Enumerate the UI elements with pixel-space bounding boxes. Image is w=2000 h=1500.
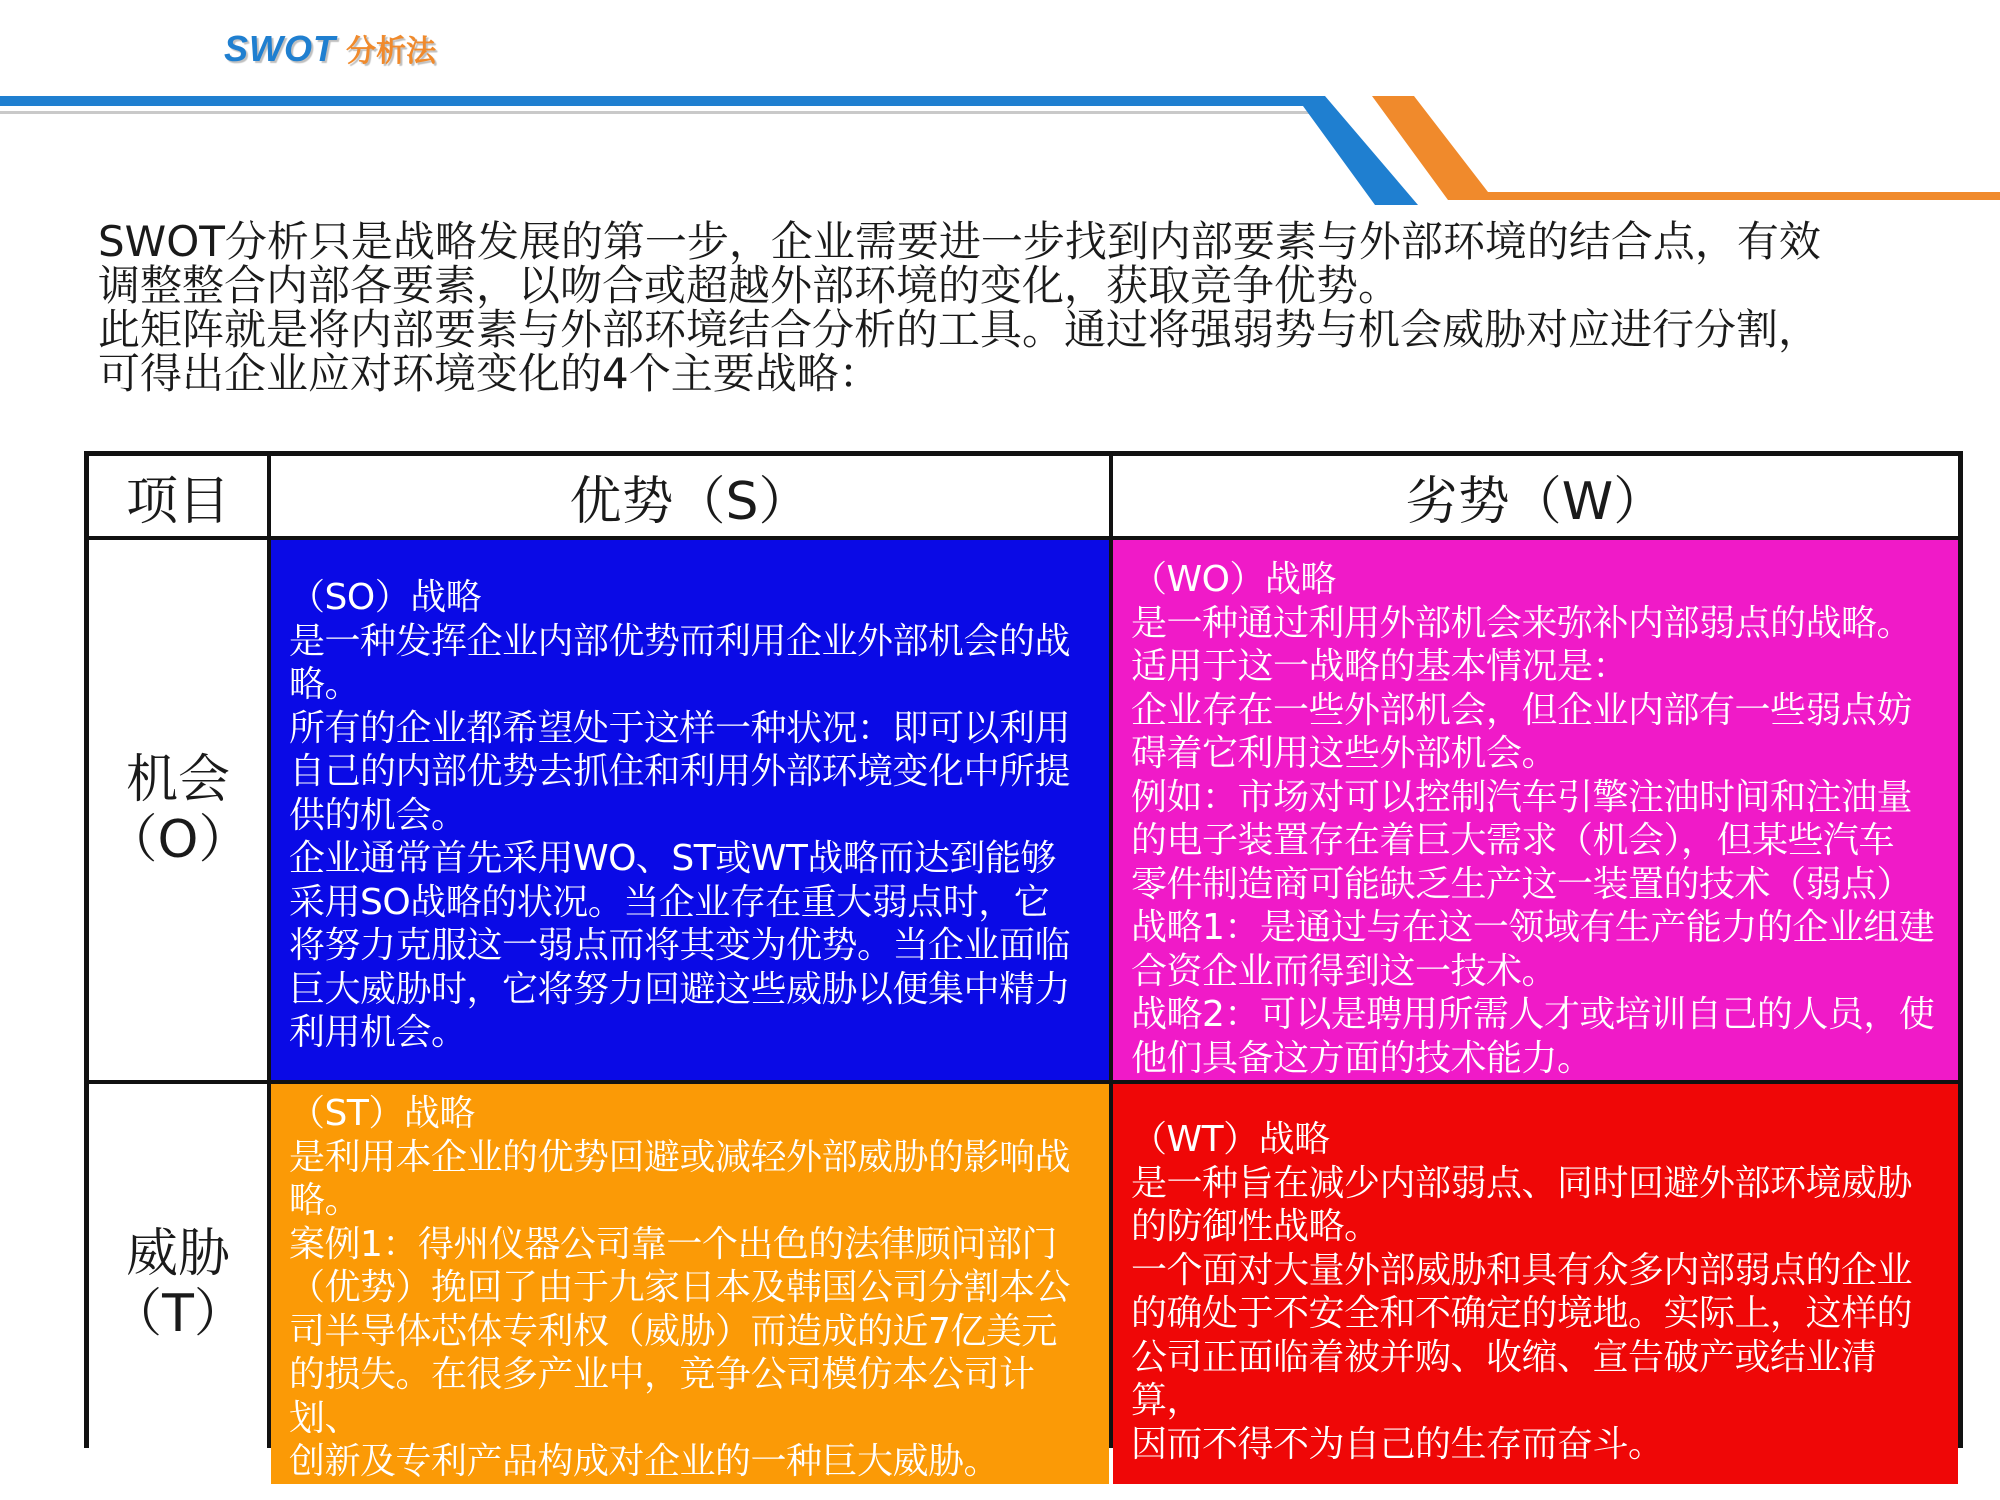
column-header-weakness: 劣势（W）: [1113, 456, 1958, 536]
wo-text-line: 他们具备这方面的技术能力。: [1131, 1037, 1593, 1079]
row-header-threat: [89, 1084, 267, 1484]
wo-title: （WO）战略: [1131, 559, 1336, 600]
st-text-line: 的损失。在很多产业中，竞争公司模仿本公司计划、: [289, 1354, 1035, 1439]
so-text-line: 利用机会。: [289, 1012, 467, 1053]
so-text-line: 将努力克服这一弱点而将其变为优势。当企业面临: [289, 925, 1071, 966]
row-header-code: （O）: [105, 810, 251, 870]
so-text-line: 所有的企业都希望处于这样一种状况：即可以利用: [289, 707, 1071, 749]
header-gray-line: [0, 111, 1330, 114]
so-text-line: 采用SO战略的状况。当企业存在重大弱点时，它: [289, 881, 1050, 923]
so-text-line: 企业通常首先采用WO、ST或WT战略而达到能够: [289, 838, 1056, 879]
so-text-line: 是一种发挥企业内部优势而利用企业外部机会的战: [289, 620, 1071, 662]
wt-strategy-cell: [1113, 1084, 1958, 1484]
header-orange-stripe: [1372, 96, 2000, 200]
row-header-label: 威胁: [125, 1223, 230, 1284]
so-text-line: 自己的内部优势去抓住和利用外部环境变化中所提: [289, 751, 1071, 792]
wt-text-line: 公司正面临着被并购、收缩、宣告破产或结业清算，: [1131, 1336, 1877, 1421]
wt-text-line: 的确处于不安全和不确定的境地。实际上，这样的: [1131, 1293, 1913, 1334]
intro-paragraph: [98, 217, 1958, 398]
so-text-line: 巨大威胁时，它将努力回避这些威胁以便集中精力: [289, 968, 1071, 1010]
wo-text-line: 碍着它利用这些外部机会。: [1131, 733, 1558, 774]
so-title: （SO）战略: [289, 577, 482, 618]
wo-text-line: 的电子装置存在着巨大需求（机会），但某些汽车: [1131, 820, 1895, 861]
column-header-strength: 优势（S）: [271, 456, 1109, 536]
wo-text-line: 适用于这一战略的基本情况是：: [1131, 646, 1629, 687]
logo-text-en: SWOT: [224, 28, 336, 69]
wo-text-line: 战略1：是通过与在这一领域有生产能力的企业组建: [1131, 907, 1935, 948]
st-text-line: 创新及专利产品构成对企业的一种巨大威胁。: [289, 1441, 1000, 1482]
row-header-code: （T）: [110, 1283, 246, 1344]
so-strategy-cell: [271, 540, 1109, 1080]
wo-text-line: 战略2：可以是聘用所需人才或培训自己的人员，使: [1131, 994, 1935, 1035]
wt-text-line: 因而不得不为自己的生存而奋斗。: [1131, 1423, 1664, 1465]
st-strategy-cell: [271, 1084, 1109, 1484]
swot-matrix-table: [84, 451, 1963, 1482]
intro-line: 此矩阵就是将内部要素与外部环境结合分析的工具。通过将强弱势与机会威胁对应进行分割，: [98, 305, 1821, 354]
st-text-line: 是利用本企业的优势回避或减轻外部威胁的影响战: [289, 1136, 1071, 1178]
st-text-line: 略。: [289, 1180, 361, 1221]
wo-strategy-cell: [1113, 540, 1958, 1080]
wo-text-line: 企业存在一些外部机会，但企业内部有一些弱点妨: [1131, 689, 1913, 731]
st-text-line: 司半导体芯体专利权（威胁）而造成的近7亿美元: [289, 1310, 1057, 1352]
table-corner-header: 项目: [89, 456, 267, 536]
row-header-label: 机会: [125, 750, 230, 810]
so-text-line: 供的机会。: [289, 794, 467, 836]
st-text-line: 案例1：得州仪器公司靠一个出色的法律顾问部门: [289, 1223, 1057, 1265]
wt-title: （WT）战略: [1131, 1119, 1330, 1160]
wo-text-line: 合资企业而得到这一技术。: [1131, 950, 1558, 992]
wt-text-line: 一个面对大量外部威胁和具有众多内部弱点的企业: [1131, 1249, 1913, 1291]
wt-text-line: 是一种旨在减少内部弱点、同时回避外部环境威胁: [1131, 1162, 1913, 1204]
row-header-opportunity: [89, 540, 267, 1080]
wo-text-line: 例如：市场对可以控制汽车引擎注油时间和注油量: [1131, 776, 1913, 818]
intro-line: 调整整合内部各要素，以吻合或超越外部环境的变化，获取竞争优势。: [98, 261, 1401, 310]
logo-text-cn: 分析法: [345, 34, 436, 69]
st-text-line: （优势）挽回了由于九家日本及韩国公司分割本公: [289, 1267, 1071, 1308]
wt-text-line: 的防御性战略。: [1131, 1206, 1380, 1247]
logo: [224, 26, 436, 78]
st-title: （ST）战略: [289, 1093, 475, 1134]
wo-text-line: 是一种通过利用外部机会来弥补内部弱点的战略。: [1131, 602, 1913, 644]
so-text-line: 略。: [289, 664, 361, 705]
intro-line: 可得出企业应对环境变化的4个主要战略：: [98, 349, 881, 398]
wo-text-line: 零件制造商可能缺乏生产这一装置的技术（弱点）: [1131, 863, 1913, 905]
intro-line: SWOT分析只是战略发展的第一步，企业需要进一步找到内部要素与外部环境的结合点，有效: [98, 217, 1821, 266]
